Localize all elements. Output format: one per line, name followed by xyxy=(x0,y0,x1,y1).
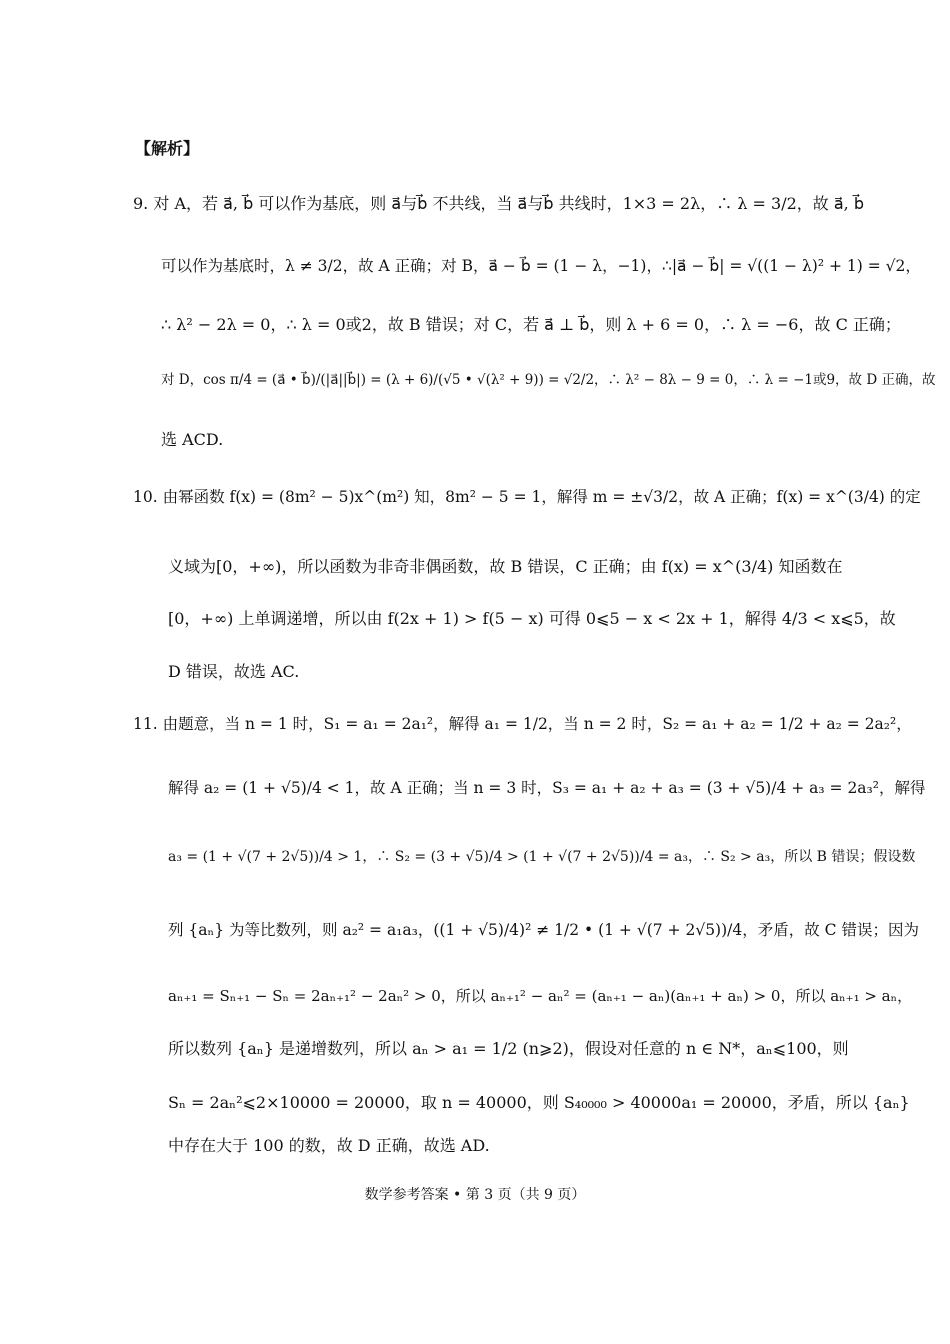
page-footer: 数学参考答案 • 第 3 页（共 9 页） xyxy=(364,1187,586,1203)
q11-text-1: 由题意，当 n = 1 时，S₁ = a₁ = 2a₁²，解得 a₁ = 1/2，当 n = 2 时，S₂ = a₁ + a₂ = 1/2 + a₂ = 2a₂²， xyxy=(162,715,912,733)
q9-line-3: ∴ λ² − 2λ = 0，∴ λ = 0或2，故 B 错误；对 C，若 a⃗ ⊥ b⃗，则 λ + 6 = 0，∴ λ = −6，故 C 正确； xyxy=(161,315,901,334)
q11-line-2: 解得 a₂ = (1 + √5)/4 < 1，故 A 正确；当 n = 3 时，S₃ = a₁ + a₂ + a₃ = (3 + √5)/4 + a₃ = 2a₃²，解得 xyxy=(168,779,926,797)
q11-line-3: a₃ = (1 + √(7 + 2√5))/4 > 1，∴ S₂ = (3 + √5)/4 > (1 + √(7 + 2√5))/4 = a₃，∴ S₂ > a₃，所以 B 错误；假设数 xyxy=(168,849,916,865)
q9-line-5: 选 ACD. xyxy=(161,430,224,449)
q9-number: 9. xyxy=(133,194,149,213)
q11-line-4: 列 {aₙ} 为等比数列，则 a₂² = a₁a₃，((1 + √5)/4)² ≠ 1/2 • (1 + √(7 + 2√5))/4，矛盾，故 C 错误；因为 xyxy=(168,921,919,939)
q11-line-1 xyxy=(133,712,912,736)
q11-line-8: 中存在大于 100 的数，故 D 正确，故选 AD. xyxy=(168,1136,490,1155)
q11-line-7: Sₙ = 2aₙ²⩽2×10000 = 20000，取 n = 40000，则 S₄₀₀₀₀ > 40000a₁ = 20000，矛盾，所以 {aₙ} xyxy=(168,1093,910,1112)
q9-line-4: 对 D，cos π/4 = (a⃗ • b⃗)/(|a⃗||b⃗|) = (λ + 6)/(√5 • √(λ² + 9)) = √2/2，∴ λ² − 8λ − 9 = 0，∴ λ = −1或9，故 D 正确，故 xyxy=(161,372,936,388)
q11-line-6: 所以数列 {aₙ} 是递增数列，所以 aₙ > a₁ = 1/2 (n⩾2)，假设对任意的 n ∈ N*，aₙ⩽100，则 xyxy=(168,1039,849,1058)
section-heading: 【解析】 xyxy=(135,139,200,158)
q9-line-2: 可以作为基底时，λ ≠ 3/2，故 A 正确；对 B，a⃗ − b⃗ = (1 − λ，−1)，∴|a⃗ − b⃗| = √((1 − λ)² + 1) = √2， xyxy=(161,257,921,275)
q9-line-1 xyxy=(133,192,864,216)
q10-line-2: 义域为[0，+∞)，所以函数为非奇非偶函数，故 B 错误，C 正确；由 f(x) = x^(3/4) 知函数在 xyxy=(168,557,843,576)
q9-text-1: 对 A，若 a⃗, b⃗ 可以作为基底，则 a⃗与b⃗ 不共线，当 a⃗与b⃗ 共线时，1×3 = 2λ，∴ λ = 3/2，故 a⃗, b⃗ xyxy=(153,194,865,213)
q11-line-5: aₙ₊₁ = Sₙ₊₁ − Sₙ = 2aₙ₊₁² − 2aₙ² > 0，所以 aₙ₊₁² − aₙ² = (aₙ₊₁ − aₙ)(aₙ₊₁ + aₙ) > 0，所以 aₙ₊₁ > aₙ， xyxy=(168,987,913,1005)
q10-line-1 xyxy=(133,485,921,509)
q10-line-3: [0，+∞) 上单调递增，所以由 f(2x + 1) > f(5 − x) 可得 0⩽5 − x < 2x + 1，解得 4/3 < x⩽5，故 xyxy=(168,609,896,628)
q11-number: 11. xyxy=(133,715,158,733)
q10-line-4: D 错误，故选 AC. xyxy=(168,662,300,681)
q10-number: 10. xyxy=(133,488,158,506)
q10-text-1: 由幂函数 f(x) = (8m² − 5)x^(m²) 知，8m² − 5 = 1，解得 m = ±√3/2，故 A 正确；f(x) = x^(3/4) 的定 xyxy=(162,488,921,506)
